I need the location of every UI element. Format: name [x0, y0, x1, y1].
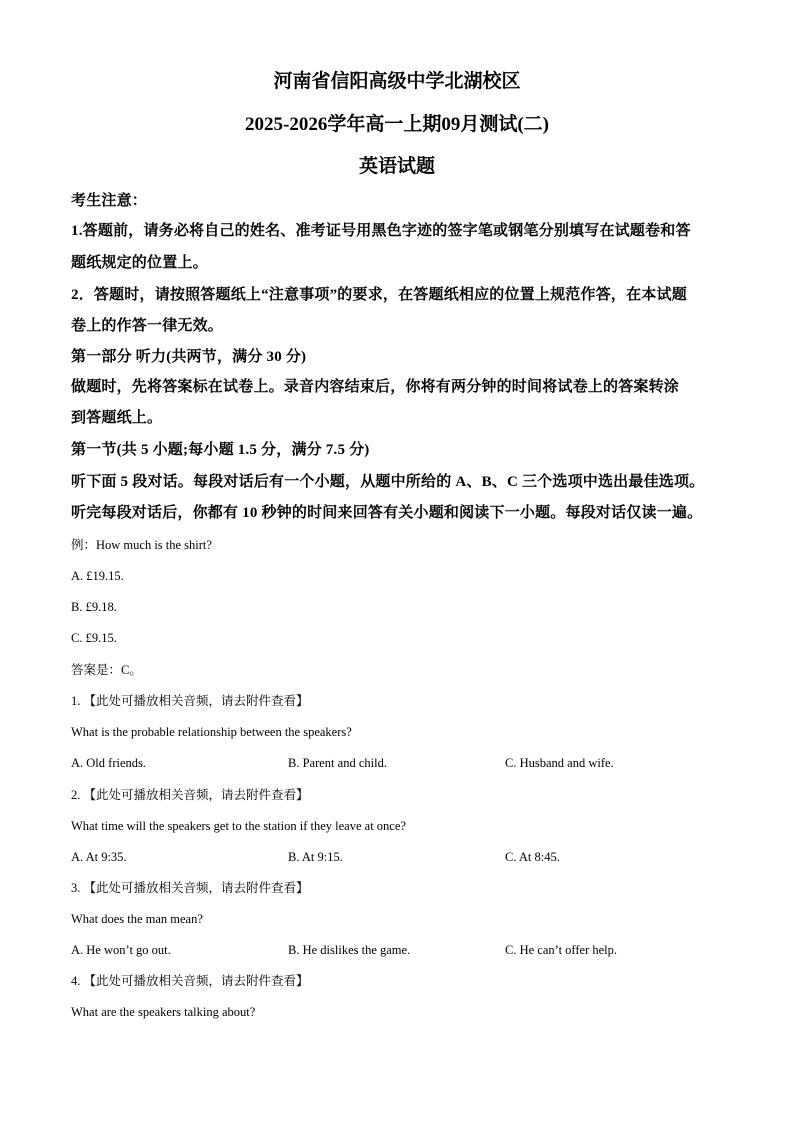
section-1-instruction-line-2: 听完每段对话后，你都有 10 秒钟的时间来回答有关小题和阅读下一小题。每段对话仅读一遍。: [71, 505, 703, 521]
notice-item-2-line-1: 2．答题时，请按照答题纸上“注意事项”的要求，在答题纸相应的位置上规范作答，在本试题: [71, 287, 687, 303]
part-1-instruction-line-2: 到答题纸上。: [71, 410, 163, 426]
question-3-option-a: A. He won’t go out.: [71, 943, 171, 957]
question-1-option-b: B. Parent and child.: [288, 756, 387, 770]
question-2-option-b: B. At 9:15.: [288, 850, 343, 864]
question-2-stem: What time will the speakers get to the station if they leave at once?: [71, 819, 406, 833]
notice-item-1-line-1: 1.答题前，请务必将自己的姓名、准考证号用黑色字迹的签字笔或钢笔分别填写在试题卷和答: [71, 223, 691, 239]
question-3-option-c: C. He can’t offer help.: [505, 943, 617, 957]
notice-item-1-line-2: 题纸规定的位置上。: [71, 255, 208, 271]
notice-item-2-line-2: 卷上的作答一律无效。: [71, 318, 224, 334]
question-4-stem: What are the speakers talking about?: [71, 1005, 256, 1019]
notice-heading: 考生注意：: [71, 193, 148, 209]
question-2-option-c: C. At 8:45.: [505, 850, 560, 864]
question-3-audio-note[interactable]: 3. 【此处可播放相关音频，请去附件查看】: [71, 881, 309, 895]
subject-title: 英语试题: [358, 156, 435, 177]
example-option-a: A. £19.15.: [71, 569, 124, 583]
question-3-option-b: B. He dislikes the game.: [288, 943, 411, 957]
school-title: 河南省信阳高级中学北湖校区: [273, 71, 521, 92]
question-4-audio-note[interactable]: 4. 【此处可播放相关音频，请去附件查看】: [71, 974, 309, 988]
example-question: 例：How much is the shirt?: [71, 538, 212, 552]
section-1-instruction-line-1: 听下面 5 段对话。每段对话后有一个小题，从题中所给的 A、B、C 三个选项中选出最佳选项。: [71, 474, 705, 490]
example-option-c: C. £9.15.: [71, 631, 117, 645]
question-1-option-a: A. Old friends.: [71, 756, 146, 770]
question-1-audio-note[interactable]: 1. 【此处可播放相关音频，请去附件查看】: [71, 694, 309, 708]
part-1-instruction-line-1: 做题时，先将答案标在试卷上。录音内容结束后，你将有两分钟的时间将试卷上的答案转涂: [71, 379, 680, 395]
exam-title: 2025-2026学年高一上期09月测试(二): [245, 114, 549, 135]
question-1-stem: What is the probable relationship between the speakers?: [71, 725, 352, 739]
example-answer: 答案是：C。: [71, 663, 142, 677]
section-1-heading: 第一节(共 5 小题;每小题 1.5 分，满分 7.5 分): [71, 442, 370, 458]
part-1-heading: 第一部分 听力(共两节，满分 30 分): [71, 349, 307, 365]
question-1-option-c: C. Husband and wife.: [505, 756, 614, 770]
example-option-b: B. £9.18.: [71, 600, 117, 614]
question-2-option-a: A. At 9:35.: [71, 850, 127, 864]
question-3-stem: What does the man mean?: [71, 912, 203, 926]
question-2-audio-note[interactable]: 2. 【此处可播放相关音频，请去附件查看】: [71, 788, 309, 802]
